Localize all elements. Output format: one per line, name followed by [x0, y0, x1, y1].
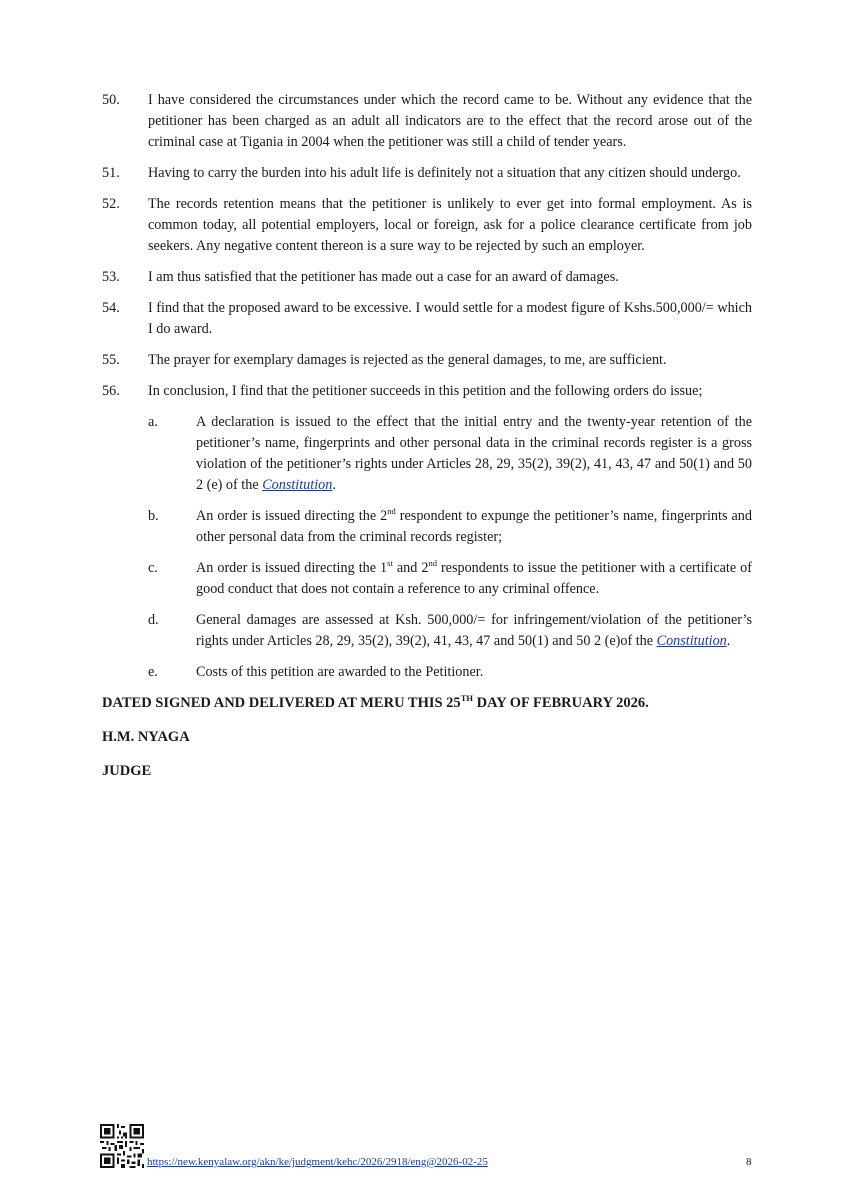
order-text: An order is issued directing the 1: [196, 560, 388, 576]
paragraph-text: I have considered the circumstances under which the record came to be. Without any evidence that the petitioner has been charged as an adult all indicators are to the effect that the record arose out of the criminal case at Tigania in 2004 when the petitioner was still a child of tender years.: [148, 92, 752, 150]
order-d: [0, 610, 752, 652]
order-e: [0, 662, 752, 683]
constitution-link[interactable]: Constitution: [262, 477, 333, 493]
order-text: An order is issued directing the 2: [196, 508, 388, 524]
order-letter: b.: [148, 508, 159, 524]
ordinal-suffix: st: [387, 558, 393, 568]
order-b: [0, 506, 752, 548]
paragraph-text: I find that the proposed award to be excessive. I would settle for a modest figure of Kshs.500,000/= which I do award.: [148, 300, 752, 337]
dated-text-rest: DAY OF FEBRUARY 2026.: [472, 695, 649, 711]
order-text-rest: respondents to issue the petitioner with a certificate of good conduct that does not contain a reference to any criminal offence.: [196, 560, 752, 597]
paragraph-56: [0, 381, 752, 402]
page-number: 8: [746, 1156, 752, 1168]
paragraph-number: 51.: [102, 165, 120, 181]
order-text-end: .: [726, 633, 731, 649]
order-letter: a.: [148, 414, 158, 430]
paragraph-number: 50.: [102, 92, 120, 108]
source-url-link[interactable]: https://new.kenyalaw.org/akn/ke/judgment/kehc/2026/2918/eng@2026-02-25: [147, 1156, 488, 1168]
judge-title: JUDGE: [102, 763, 152, 779]
paragraph-51: [0, 163, 752, 184]
order-text: General damages are assessed at Ksh. 500,000/= for infringement/violation of the petitioner’s rights under Articles 28, 29, 35(2), 39(2), 41, 43, 47 and 50(1) and 50 2 (e)of the: [196, 612, 752, 649]
paragraph-53: [0, 267, 752, 288]
ordinal-suffix: TH: [460, 693, 473, 703]
ordinal-suffix: nd: [387, 506, 396, 516]
order-text: Costs of this petition are awarded to the Petitioner.: [196, 664, 484, 680]
order-text-rest: respondent to expunge the petitioner’s name, fingerprints and other personal data from the criminal records register;: [196, 508, 752, 545]
paragraph-number: 55.: [102, 352, 120, 368]
paragraph-number: 53.: [102, 269, 120, 285]
order-c: [0, 558, 752, 600]
paragraph-text: The prayer for exemplary damages is rejected as the general damages, to me, are sufficient.: [148, 352, 667, 368]
paragraph-text: I am thus satisfied that the petitioner has made out a case for an award of damages.: [148, 269, 619, 285]
judgment-body: [0, 90, 854, 795]
paragraph-50: [0, 90, 752, 153]
paragraph-text: Having to carry the burden into his adult life is definitely not a situation that any citizen should undergo.: [148, 165, 741, 181]
order-letter: d.: [148, 612, 159, 628]
paragraph-52: [0, 194, 752, 257]
paragraph-number: 52.: [102, 196, 120, 212]
order-a: [0, 412, 752, 496]
order-text-end: .: [332, 477, 336, 493]
qr-code-icon: [100, 1124, 144, 1168]
order-letter: c.: [148, 560, 158, 576]
order-text-mid: and 2: [392, 560, 429, 576]
paragraph-text: The records retention means that the petitioner is unlikely to ever get into formal employment. As is common today, all potential employers, local or foreign, ask for a police clearance certificate from job seekers. Any negative content thereon is a sure way to be rejected by such an employer.: [148, 196, 752, 254]
paragraph-number: 56.: [102, 383, 120, 399]
dated-text: DATED SIGNED AND DELIVERED AT MERU THIS 25: [102, 695, 461, 711]
ordinal-suffix: nd: [428, 558, 437, 568]
order-letter: e.: [148, 664, 158, 680]
paragraph-54: [0, 298, 752, 340]
paragraph-text: In conclusion, I find that the petitioner succeeds in this petition and the following orders do issue;: [148, 383, 703, 399]
dated-statement: [0, 693, 854, 714]
paragraph-number: 54.: [102, 300, 120, 316]
order-text: A declaration is issued to the effect that the initial entry and the twenty-year retention of the petitioner’s name, fingerprints and other personal data in the criminal records register is a gross violation of the petitioner’s rights under Articles 28, 29, 35(2), 39(2), 41, 43, 47 and 50(1) and 50 2 (e) of the: [196, 414, 752, 493]
judge-name: H.M. NYAGA: [102, 729, 190, 745]
constitution-link[interactable]: Constitution: [656, 633, 727, 649]
paragraph-55: [0, 350, 752, 371]
